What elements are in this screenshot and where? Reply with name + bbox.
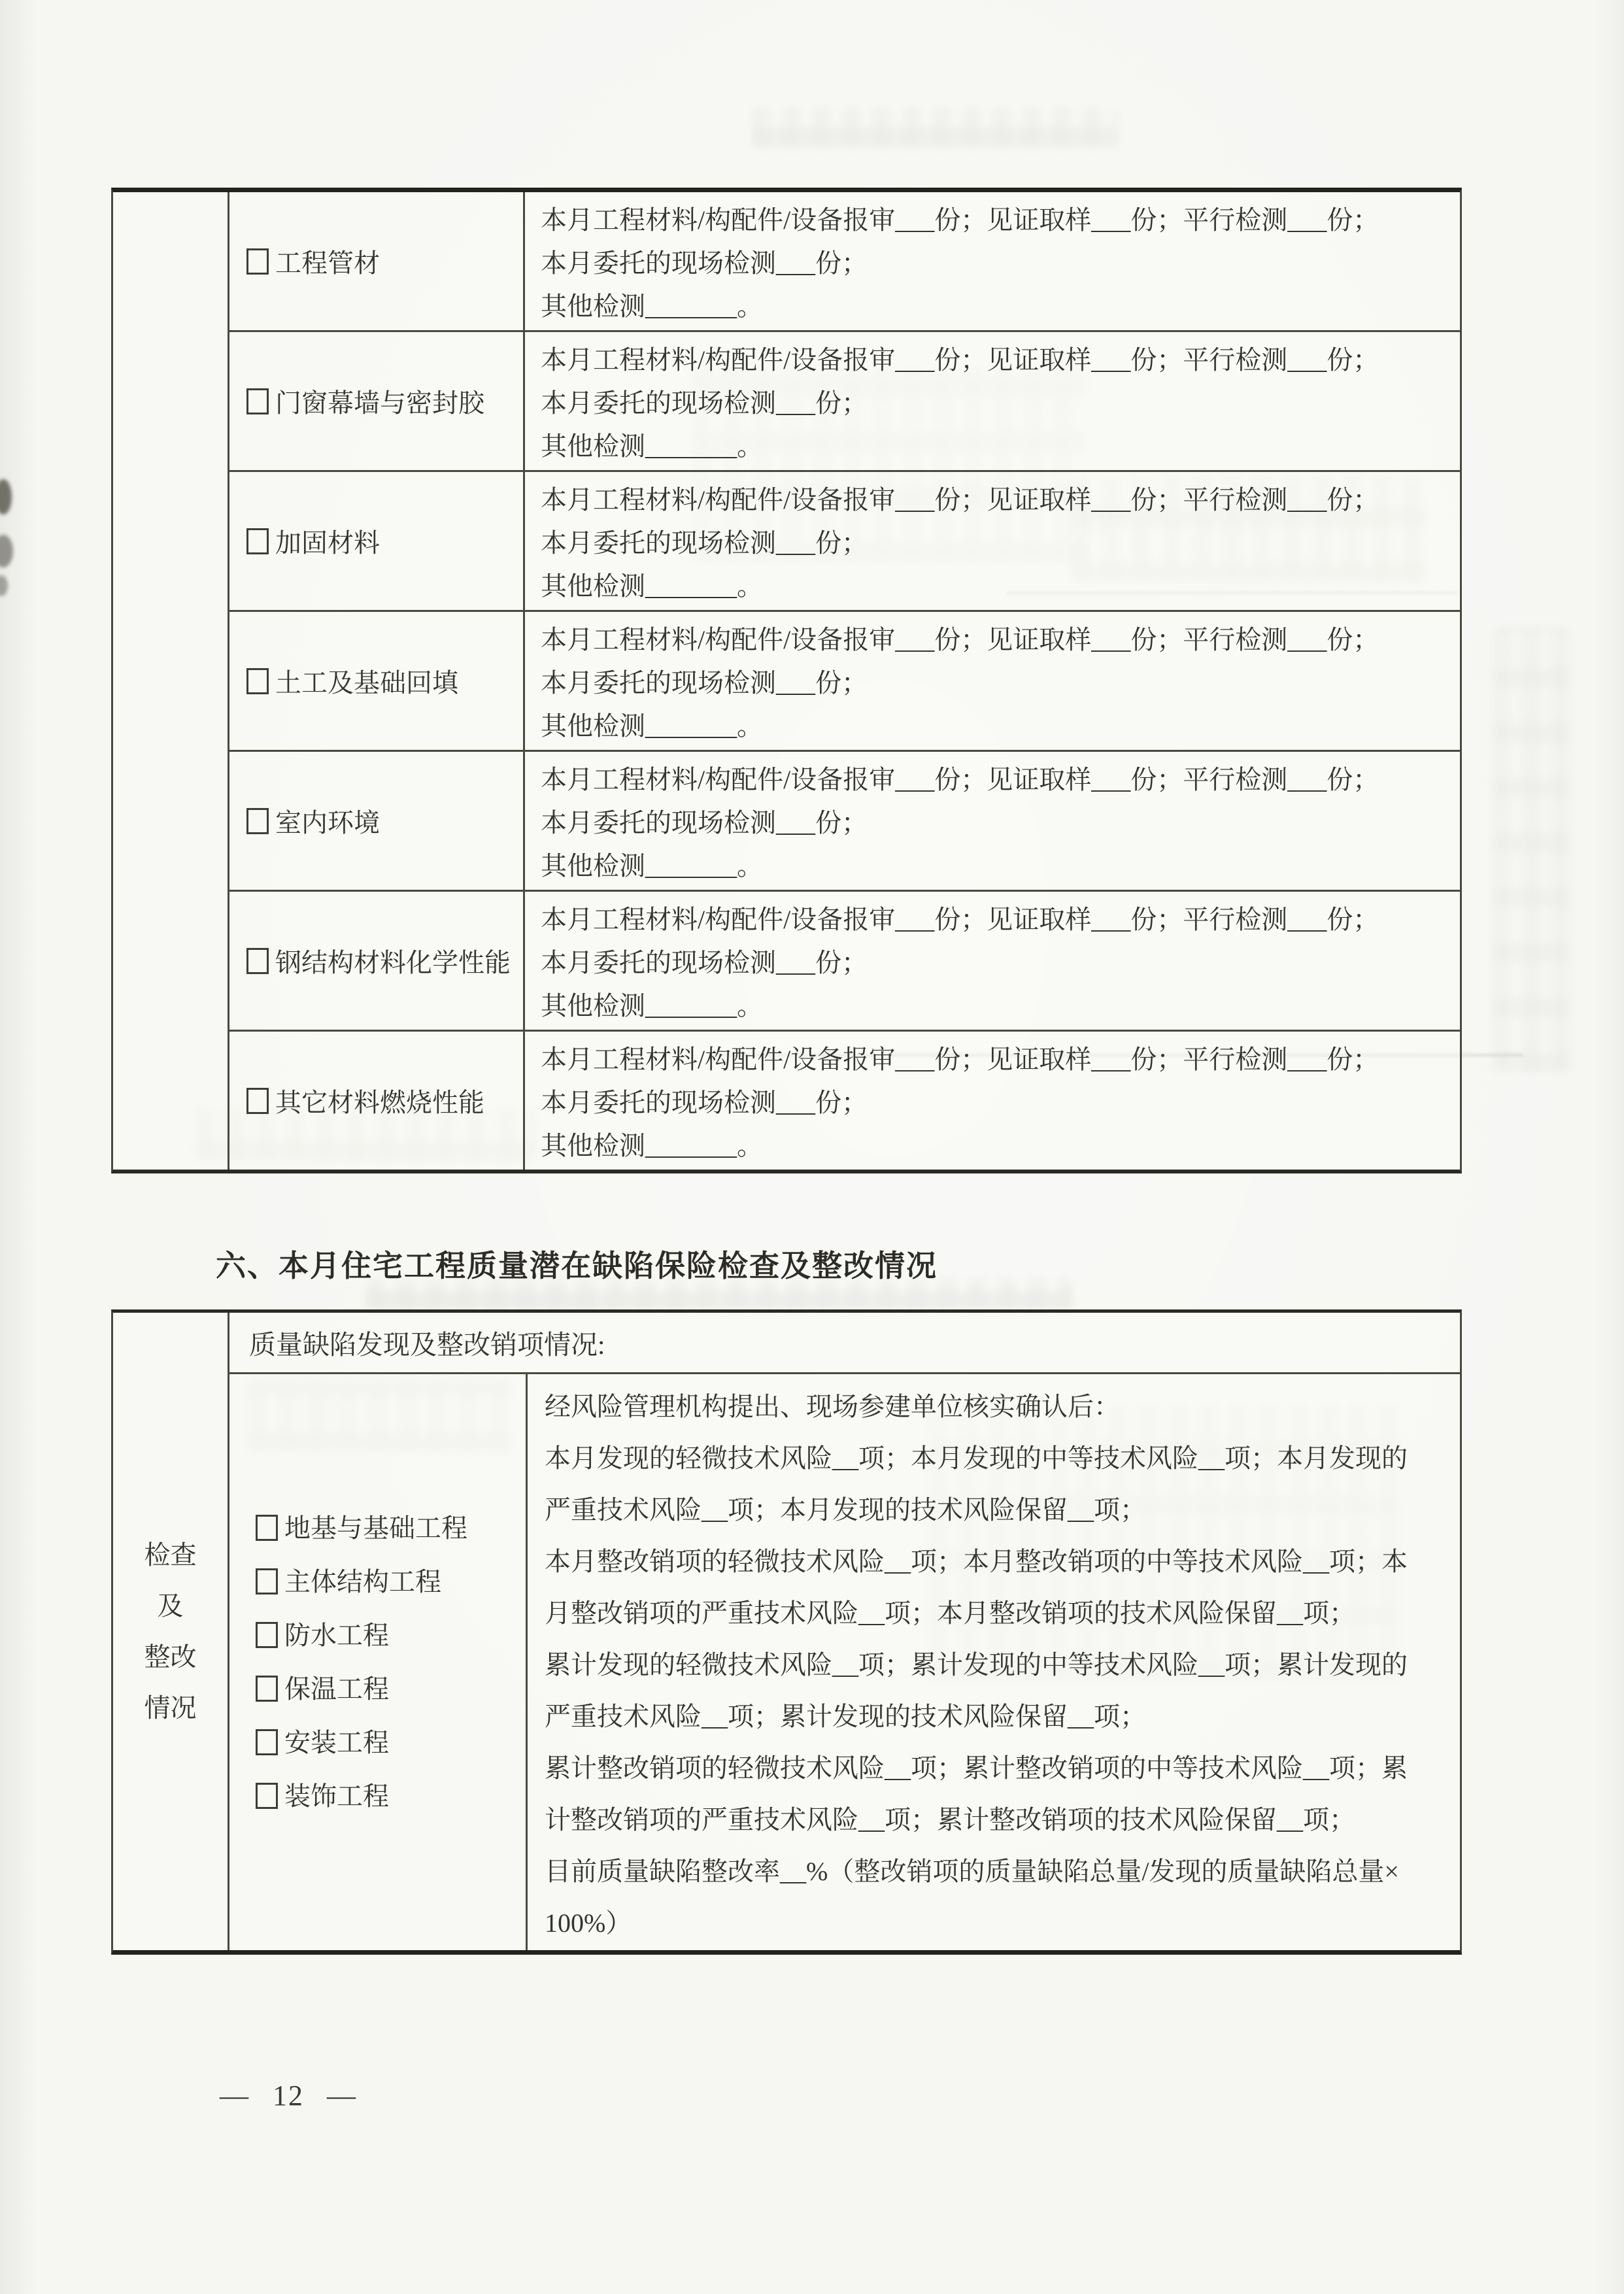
test-report-line: 本月委托的现场检测___份； xyxy=(541,1088,868,1117)
test-report-line: 其他检测_______。 xyxy=(541,711,763,741)
test-report-cell xyxy=(525,192,1460,330)
test-report-line: 本月工程材料/构配件/设备报审___份；见证取样___份；平行检测___份； xyxy=(541,625,1379,654)
material-label: 土工及基础回填 xyxy=(275,668,458,698)
project-checkbox[interactable] xyxy=(256,1515,278,1541)
project-checkbox-item xyxy=(256,1783,526,1810)
material-checkbox[interactable] xyxy=(246,808,269,834)
test-report-cell xyxy=(525,472,1460,610)
material-label: 其它材料燃烧性能 xyxy=(275,1088,484,1117)
material-row xyxy=(229,192,1460,330)
material-label: 钢结构材料化学性能 xyxy=(275,948,511,977)
test-report-line: 其他检测_______。 xyxy=(541,292,763,321)
project-label: 保温工程 xyxy=(284,1674,389,1704)
material-label: 工程管材 xyxy=(275,248,380,278)
test-report-line: 本月工程材料/构配件/设备报审___份；见证取样___份；平行检测___份； xyxy=(541,905,1379,934)
test-report-cell xyxy=(525,612,1460,750)
table-left-spanner-cell xyxy=(113,192,229,1170)
material-label-cell xyxy=(229,892,525,1030)
inspection-scope-label: 检查 xyxy=(144,1540,197,1570)
project-checkbox[interactable] xyxy=(256,1729,278,1755)
test-report-line: 本月工程材料/构配件/设备报审___份；见证取样___份；平行检测___份； xyxy=(541,205,1379,235)
material-label: 室内环境 xyxy=(275,808,380,837)
project-checkbox-list xyxy=(229,1374,528,1950)
scan-smudge xyxy=(0,535,13,567)
test-report-line: 本月工程材料/构配件/设备报审___份；见证取样___份；平行检测___份； xyxy=(541,1045,1379,1074)
bleedthrough-text xyxy=(1492,628,1570,1072)
test-report-line: 本月委托的现场检测___份； xyxy=(541,388,868,418)
bleedthrough-text xyxy=(752,108,1118,147)
materials-review-table xyxy=(111,188,1462,1173)
material-row xyxy=(229,470,1460,610)
material-checkbox[interactable] xyxy=(246,528,269,554)
inspection-scope-label: 及 xyxy=(157,1591,184,1621)
project-label: 装饰工程 xyxy=(284,1781,389,1811)
risk-text-line: 严重技术风险__项；本月发现的技术风险保留__项； xyxy=(545,1495,1146,1525)
material-label-cell xyxy=(229,192,525,330)
project-checkbox-item xyxy=(256,1568,526,1596)
section-heading: 六、本月住宅工程质量潜在缺陷保险检查及整改情况 xyxy=(216,1249,938,1283)
test-report-line: 本月委托的现场检测___份； xyxy=(541,948,868,977)
test-report-line: 本月委托的现场检测___份； xyxy=(541,668,868,698)
test-report-line: 本月委托的现场检测___份； xyxy=(541,248,868,278)
test-report-cell xyxy=(525,1032,1460,1170)
scan-smudge xyxy=(0,479,12,514)
project-label: 主体结构工程 xyxy=(284,1566,441,1596)
risk-text-line: 经风险管理机构提出、现场参建单位核实确认后： xyxy=(545,1392,1120,1421)
test-report-line: 其他检测_______。 xyxy=(541,851,763,881)
material-row xyxy=(229,750,1460,890)
test-report-cell xyxy=(525,892,1460,1030)
project-checkbox-item xyxy=(256,1729,526,1757)
inspection-scope-label: 情况 xyxy=(144,1693,197,1723)
project-label: 地基与基础工程 xyxy=(284,1513,467,1543)
project-label: 安装工程 xyxy=(284,1727,389,1757)
test-report-line: 其他检测_______。 xyxy=(541,1131,763,1160)
defect-inspection-table xyxy=(111,1309,1462,1955)
risk-text-line: 累计发现的轻微技术风险__项；累计发现的中等技术风险__项；累计发现的 xyxy=(545,1650,1408,1679)
material-row xyxy=(229,330,1460,470)
project-checkbox[interactable] xyxy=(256,1676,278,1702)
test-report-cell xyxy=(525,752,1460,890)
project-checkbox[interactable] xyxy=(256,1568,278,1594)
risk-text-line: 月整改销项的严重技术风险__项；本月整改销项的技术风险保留__项； xyxy=(545,1598,1355,1628)
material-row xyxy=(229,610,1460,750)
material-row xyxy=(229,1030,1460,1170)
inspection-scope-label: 整改 xyxy=(144,1642,197,1672)
material-label: 门窗幕墙与密封胶 xyxy=(275,388,484,418)
test-report-line: 其他检测_______。 xyxy=(541,571,763,601)
risk-text-line: 100%） xyxy=(545,1908,632,1938)
risk-text-line: 严重技术风险__项；累计发现的技术风险保留__项； xyxy=(545,1702,1146,1731)
material-checkbox[interactable] xyxy=(246,948,269,974)
material-checkbox[interactable] xyxy=(246,1088,269,1114)
risk-text-line: 累计整改销项的轻微技术风险__项；累计整改销项的中等技术风险__项；累 xyxy=(545,1753,1408,1783)
risk-text-line: 目前质量缺陷整改率__%（整改销项的质量缺陷总量/发现的质量缺陷总量× xyxy=(545,1857,1399,1886)
material-row xyxy=(229,890,1460,1030)
test-report-line: 本月工程材料/构配件/设备报审___份；见证取样___份；平行检测___份； xyxy=(541,765,1379,794)
test-report-line: 其他检测_______。 xyxy=(541,431,763,461)
test-report-line: 其他检测_______。 xyxy=(541,991,763,1020)
project-checkbox-item xyxy=(256,1676,526,1703)
risk-text-line: 计整改销项的严重技术风险__项；累计整改销项的技术风险保留__项； xyxy=(545,1805,1355,1834)
risk-text-line: 本月整改销项的轻微技术风险__项；本月整改销项的中等技术风险__项；本 xyxy=(545,1547,1408,1576)
test-report-line: 本月工程材料/构配件/设备报审___份；见证取样___份；平行检测___份； xyxy=(541,485,1379,514)
project-label: 防水工程 xyxy=(284,1620,389,1650)
material-label-cell xyxy=(229,472,525,610)
test-report-line: 本月委托的现场检测___份； xyxy=(541,808,868,837)
page-number: — 12 — xyxy=(220,2080,357,2112)
test-report-line: 本月委托的现场检测___份； xyxy=(541,528,868,558)
defect-status-header-cell: 质量缺陷发现及整改销项情况: xyxy=(229,1313,1460,1374)
material-checkbox[interactable] xyxy=(246,668,269,694)
scan-smudge xyxy=(0,575,8,596)
test-report-cell xyxy=(525,332,1460,470)
material-checkbox[interactable] xyxy=(246,388,269,414)
test-report-line: 本月工程材料/构配件/设备报审___份；见证取样___份；平行检测___份； xyxy=(541,345,1379,375)
project-checkbox[interactable] xyxy=(256,1783,278,1809)
material-label-cell xyxy=(229,332,525,470)
material-label-cell xyxy=(229,752,525,890)
inspection-scope-cell xyxy=(113,1313,229,1950)
material-label: 加固材料 xyxy=(275,528,380,558)
project-checkbox-item xyxy=(256,1622,526,1649)
project-checkbox[interactable] xyxy=(256,1622,278,1648)
material-label-cell xyxy=(229,1032,525,1170)
risk-text-line: 本月发现的轻微技术风险__项；本月发现的中等技术风险__项；本月发现的 xyxy=(545,1443,1408,1473)
material-checkbox[interactable] xyxy=(246,248,269,275)
risk-statistics-cell xyxy=(528,1374,1460,1950)
project-checkbox-item xyxy=(256,1515,526,1542)
material-label-cell xyxy=(229,612,525,750)
